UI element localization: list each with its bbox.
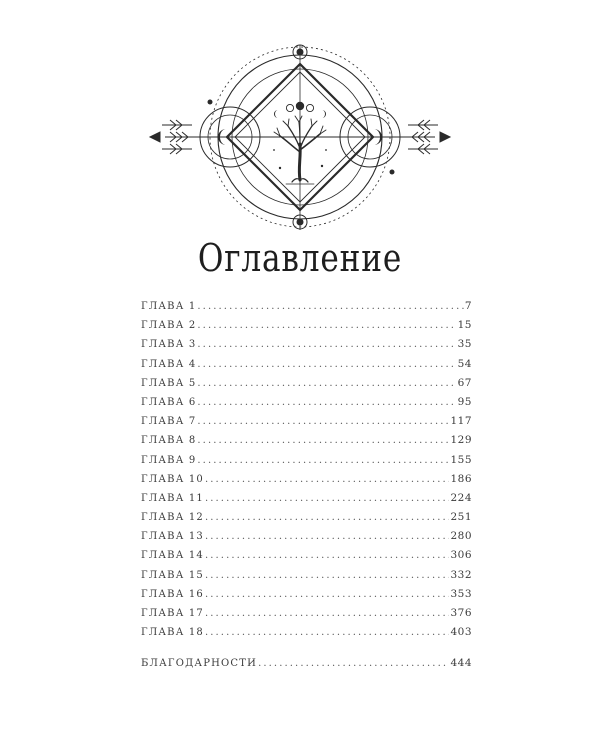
toc-entry-page: 444 xyxy=(450,657,472,670)
toc-entry-label: ГЛАВА 12 xyxy=(141,512,204,524)
table-of-contents xyxy=(141,300,472,677)
toc-dot-leader xyxy=(197,455,449,466)
toc-entry-label: ГЛАВА 8 xyxy=(141,435,197,447)
toc-entry-page: 54 xyxy=(457,357,472,370)
toc-entry-label: БЛАГОДАРНОСТИ xyxy=(141,658,258,670)
toc-entry-chapter-4[interactable] xyxy=(141,358,472,377)
toc-entry-page: 15 xyxy=(457,319,472,332)
toc-dot-leader xyxy=(258,658,449,669)
toc-entry-label: ГЛАВА 3 xyxy=(141,339,197,351)
toc-entry-chapter-12[interactable] xyxy=(141,511,472,530)
toc-entry-label: ГЛАВА 5 xyxy=(141,377,197,389)
toc-dot-leader xyxy=(205,531,449,542)
toc-entry-chapter-16[interactable] xyxy=(141,588,472,607)
toc-entry-label: ГЛАВА 2 xyxy=(141,320,197,332)
toc-entry-chapter-17[interactable] xyxy=(141,607,472,626)
toc-dot-leader xyxy=(205,474,449,485)
toc-entry-label: ГЛАВА 10 xyxy=(141,473,204,485)
toc-entry-chapter-11[interactable] xyxy=(141,492,472,511)
toc-dot-leader xyxy=(197,320,456,331)
toc-entry-page: 332 xyxy=(450,568,472,581)
toc-entry-page: 376 xyxy=(450,607,472,619)
toc-entry-label: ГЛАВА 16 xyxy=(141,588,204,600)
toc-entry-label: ГЛАВА 18 xyxy=(141,627,204,639)
toc-entry-page: 403 xyxy=(450,626,472,639)
toc-entry-label: ГЛАВА 14 xyxy=(141,550,204,562)
toc-entry-chapter-7[interactable] xyxy=(141,415,472,434)
toc-dot-leader xyxy=(197,301,463,312)
toc-entry-chapter-14[interactable] xyxy=(141,549,472,568)
toc-entry-chapter-13[interactable] xyxy=(141,530,472,549)
toc-dot-leader xyxy=(205,512,449,523)
toc-entry-chapter-3[interactable] xyxy=(141,338,472,357)
toc-entry-label: ГЛАВА 1 xyxy=(141,301,197,312)
toc-entry-page: 117 xyxy=(450,415,472,428)
toc-entry-page: 280 xyxy=(450,530,472,543)
toc-entry-chapter-8[interactable] xyxy=(141,434,472,453)
toc-dot-leader xyxy=(205,493,449,504)
toc-entry-label: ГЛАВА 15 xyxy=(141,569,204,581)
toc-entry-label: ГЛАВА 9 xyxy=(141,454,197,466)
toc-entry-label: ГЛАВА 7 xyxy=(141,416,197,428)
toc-entry-label: ГЛАВА 4 xyxy=(141,358,197,370)
toc-dot-leader xyxy=(197,339,456,350)
toc-entry-label: ГЛАВА 6 xyxy=(141,396,197,408)
toc-entry-page: 95 xyxy=(457,395,472,408)
toc-dot-leader xyxy=(197,397,456,408)
toc-entry-label: ГЛАВА 13 xyxy=(141,531,204,543)
toc-dot-leader xyxy=(205,570,449,581)
toc-entry-label: ГЛАВА 11 xyxy=(141,492,204,504)
toc-dot-leader xyxy=(197,359,456,370)
toc-entry-page: 67 xyxy=(457,376,472,389)
toc-entry-page: 353 xyxy=(450,587,472,600)
toc-dot-leader xyxy=(197,378,456,389)
toc-dot-leader xyxy=(197,416,449,427)
toc-dot-leader xyxy=(205,589,449,600)
toc-entry-chapter-9[interactable] xyxy=(141,454,472,473)
toc-dot-leader xyxy=(205,608,449,619)
toc-entry-page: 186 xyxy=(450,472,472,485)
toc-entry-chapter-6[interactable] xyxy=(141,396,472,415)
toc-entry-chapter-5[interactable] xyxy=(141,377,472,396)
tree-moon-emblem-icon xyxy=(140,40,460,235)
page-title: Оглавление xyxy=(197,236,403,280)
toc-entry-page: 224 xyxy=(450,491,472,504)
toc-entry-page: 7 xyxy=(464,300,472,312)
toc-entry-page: 251 xyxy=(450,511,472,524)
toc-dot-leader xyxy=(205,627,449,638)
toc-entry-chapter-15[interactable] xyxy=(141,569,472,588)
toc-entry-chapter-2[interactable] xyxy=(141,319,472,338)
toc-entry-chapter-1[interactable] xyxy=(141,300,472,319)
toc-dot-leader xyxy=(205,550,449,561)
toc-entry-chapter-18[interactable] xyxy=(141,626,472,645)
toc-entry-chapter-10[interactable] xyxy=(141,473,472,492)
toc-entry-page: 129 xyxy=(450,434,472,447)
toc-dot-leader xyxy=(197,435,449,446)
toc-entry-page: 306 xyxy=(450,549,472,562)
toc-entry-page: 35 xyxy=(457,338,472,351)
toc-entry-acknowledgements[interactable] xyxy=(141,657,472,676)
toc-entry-page: 155 xyxy=(450,453,472,466)
toc-entry-label: ГЛАВА 17 xyxy=(141,608,204,619)
